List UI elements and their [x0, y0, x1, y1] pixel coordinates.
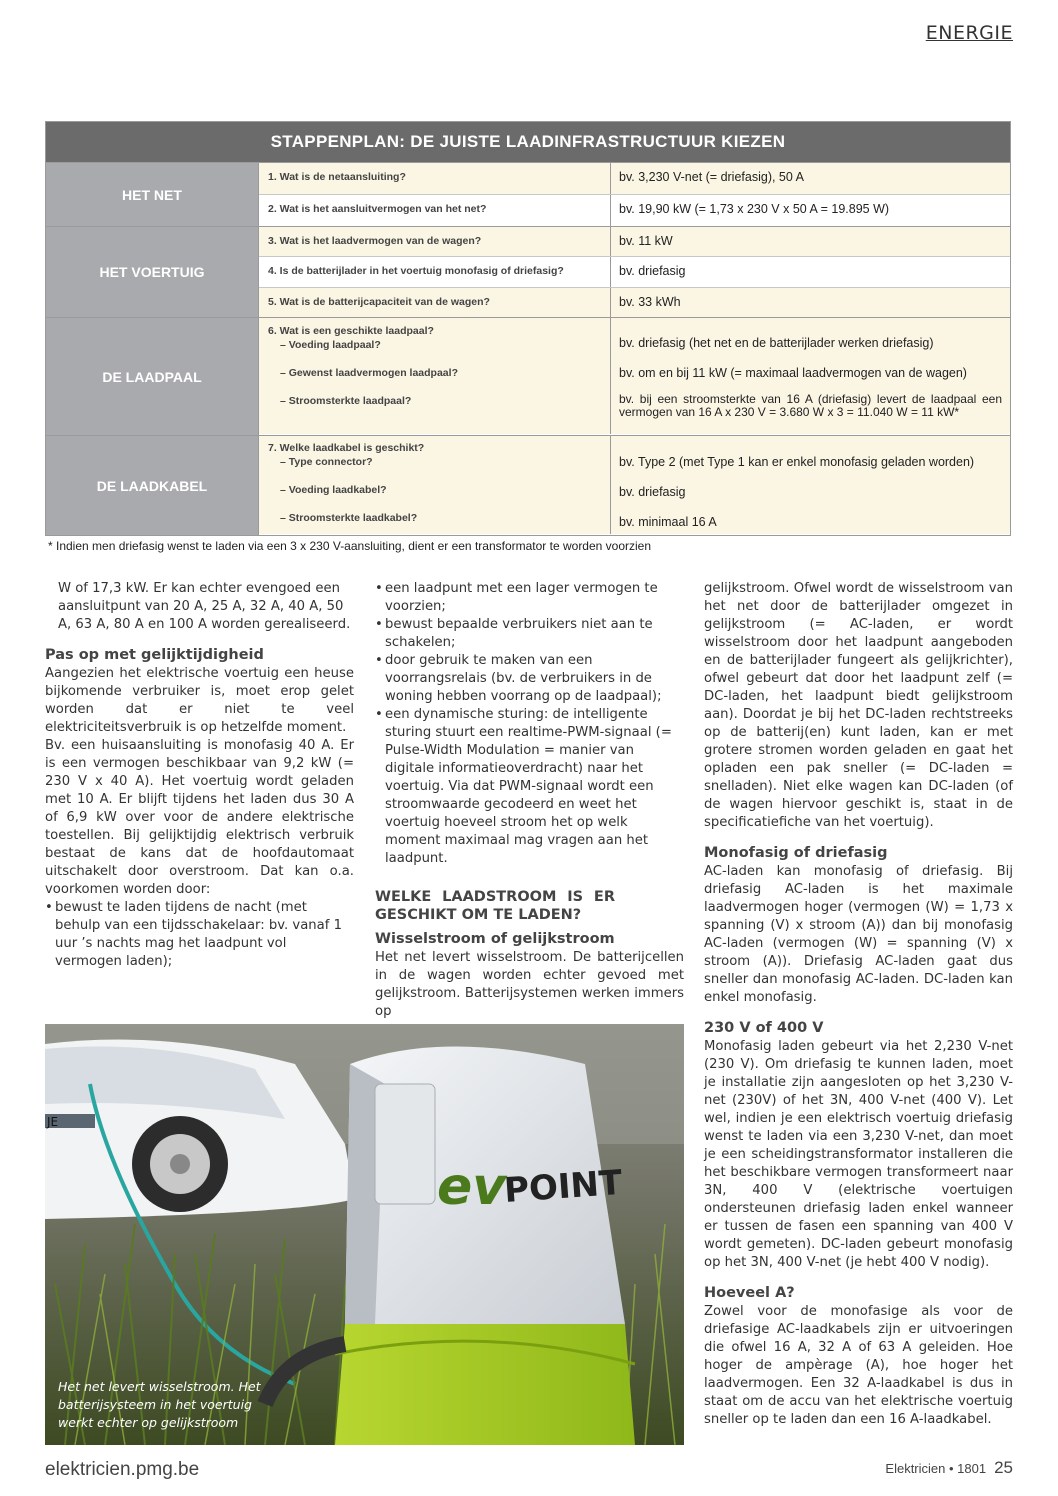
answer-line: bv. driefasig (het net en de batterijlader werken driefasig) — [619, 336, 934, 350]
bullet-icon: • — [375, 581, 383, 596]
answer-cell: bv. 33 kWh — [619, 294, 681, 309]
table-row — [259, 318, 1010, 434]
answer-line: bv. minimaal 16 A — [619, 515, 717, 529]
bullet-item — [375, 652, 684, 706]
answer-cell: bv. driefasig — [619, 264, 686, 278]
question-line: – Gewenst laadvermogen laadpaal? — [280, 367, 458, 379]
website-link[interactable]: elektricien.pmg.be — [45, 1459, 200, 1480]
question-cell: 5. Wat is de batterijcapaciteit van de wagen? — [259, 288, 611, 318]
paragraph: gelijkstroom. Ofwel wordt de wisselstroom van het net door de batterijlader omgezet in gelijkstroom (= AC-laden, er wordt wisselstroom door het laadpunt aangeboden en de batterijlader fungeert als gelijkrichter), ofwel gebeurt dat door het laadpunt zelf (= DC-laden, het laadpunt biedt gelijkstroom aan). Doordat je bij het DC-laden rechtstreeks op de batterij(en) kunt laden, kan er met grotere stromen worden geladen en gaat het opladen een pak sneller (= DC-laden = snelladen). Niet elke wagen kan DC-laden (of de wagen hiervoor geschikt is, staat in de specificatiefiche van het voertuig). — [704, 581, 1013, 830]
bullet-icon: • — [375, 707, 383, 722]
answer-line: bv. om en bij 11 kW (= maximaal laadvermogen van de wagen) — [619, 366, 967, 380]
bullet-text: een laadpunt met een lager vermogen te voorzien; — [385, 581, 658, 614]
bullet-icon: • — [45, 900, 53, 915]
table-row — [259, 436, 1010, 534]
question-line: – Stroomsterkte laadpaal? — [280, 395, 412, 407]
question-cell — [259, 318, 611, 434]
section-label: ENERGIE — [925, 22, 1013, 44]
bullet-text: bewust bepaalde verbruikers niet aan te schakelen; — [385, 617, 653, 650]
subheading: Hoeveel A? — [704, 1285, 795, 1301]
answer-cell — [611, 436, 1010, 534]
question-cell: 4. Is de batterijlader in het voertuig monofasig of driefasig? — [259, 257, 611, 287]
column-1 — [45, 580, 354, 971]
answer-cell: bv. 11 kW — [619, 234, 673, 248]
group-het-net — [46, 162, 1010, 226]
answer-line: bv. bij een stroomsterkte van 16 A (driefasig) levert de laadpaal een vermogen van 16 A x 230 V = 3.680 W x 3 = 11.040 W = 11 kW* — [619, 392, 1002, 419]
subheading: 230 V of 400 V — [704, 1020, 824, 1036]
question-cell: 1. Wat is de netaansluiting? — [259, 163, 611, 194]
photo-caption: Het net levert wisselstroom. Het batterijsysteem in het voertuig werkt echter op gelijkstroom — [58, 1379, 261, 1430]
paragraph: Monofasig laden gebeurt via het 2,230 V-net (230 V). Om driefasig te kunnen laden, moet je installatie zijn aangesloten op het 3,230 V-net (230V) of het 3N, 400 V-net (400 V). Let wel, indien je een elektrisch voertuig driefasig wenst te laden via een 3,230 V-net, dan moet je een scheidingstransformator installeren die het beschikbare vermogen transformeert naar 3N, 400 V (elektrische voertuigen ondersteunen driefasig laden enkel wanneer er tussen de fasen een spanning van 400 V wordt gemeten). DC-laden gebeurt monofasig op het 3N, 400 V-net (je hebt 400 V nodig). — [704, 1039, 1013, 1270]
group-label: DE LAADPAAL — [46, 318, 259, 435]
bullet-text: door gebruik te maken van een voorrangsrelais (bv. de verbruikers in de woning hebben voorrang op de laadpaal); — [385, 653, 662, 704]
question-cell: 2. Wat is het aansluitvermogen van het net? — [259, 195, 611, 226]
bullet-item — [375, 580, 684, 616]
answer-line: bv. driefasig — [619, 485, 686, 499]
table-row — [259, 194, 1010, 226]
question-line: – Stroomsterkte laadkabel? — [280, 512, 418, 524]
subheading: Monofasig of driefasig — [704, 845, 888, 861]
paragraph: Aangezien het elektrische voertuig een heuse bijkomende verbruiker is, moet erop gelet worden dat er niet te veel elektriciteitsverbruik is op hetzelfde moment. — [45, 666, 354, 735]
table-row — [259, 227, 1010, 256]
table-row — [259, 287, 1010, 318]
subheading: Wisselstroom of gelijkstroom — [375, 931, 615, 947]
group-label: HET NET — [46, 163, 259, 226]
paragraph: W of 17,3 kW. Er kan echter evengoed een aansluitpunt van 20 A, 25 A, 32 A, 40 A, 50 A, 63 A, 80 A en 100 A worden gerealiseerd. — [58, 581, 351, 632]
question-cell — [259, 436, 611, 534]
column-3 — [704, 580, 1013, 1429]
group-label: DE LAADKABEL — [46, 436, 259, 535]
table-title: STAPPENPLAN: DE JUISTE LAADINFRASTRUCTUUR KIEZEN — [46, 122, 1010, 162]
bullet-text: bewust te laden tijdens de nacht (met behulp van een tijdsschakelaar: bv. vanaf 1 uur ’s nachts mag het laadpunt vol vermogen laden); — [55, 900, 342, 969]
paragraph: Zowel voor de monofasige als voor de driefasige AC-laadkabels zijn er uitvoeringen die ofwel 16 A, 32 A of 63 A geleiden. Hoe hoger de ampèrage (A), hoe hoger het laadvermogen. Een 32 A-laadkabel is dus in staat om de accu van het elektrische voertuig sneller op te laden dan een 16 A-laadkabel. — [704, 1304, 1013, 1427]
bullet-item — [375, 706, 684, 868]
group-het-voertuig — [46, 226, 1010, 317]
bullet-icon: • — [375, 653, 383, 668]
table-footnote: * Indien men driefasig wenst te laden via een 3 x 230 V-aansluiting, dient er een transformator te worden voorzien — [48, 539, 652, 553]
question-line: – Voeding laadkabel? — [280, 484, 387, 496]
answer-cell: bv. 19,90 kW (= 1,73 x 230 V x 50 A = 19.895 W) — [619, 202, 890, 216]
question-line: 6. Wat is een geschikte laadpaal? — [268, 325, 434, 337]
table-row — [259, 256, 1010, 287]
car-badge-text: JE — [47, 1115, 59, 1129]
section-heading: WELKE LAADSTROOM IS ER GESCHIKT OM TE LADEN? — [375, 889, 615, 923]
paragraph: Het net levert wisselstroom. De batterijcellen in de wagen worden echter gevoed met gelijkstroom. Batterijsystemen werken immers op — [375, 950, 684, 1019]
question-cell: 3. Wat is het laadvermogen van de wagen? — [259, 227, 611, 256]
group-de-laadpaal — [46, 317, 1010, 435]
brand-point-text: POINT — [502, 1162, 624, 1211]
question-line: – Voeding laadpaal? — [280, 339, 381, 351]
paragraph: AC-laden kan monofasig of driefasig. Bij driefasig AC-laden is het maximale laadvermogen hoger (vermogen (W) = 1,73 x spanning (V) x stroom (A)) dan bij monofasig AC-laden (vermogen (W) = spanning (V) x stroom (A)). Driefasig AC-laden gaat dus sneller dan monofasig AC-laden. DC-laden kan enkel monofasig. — [704, 864, 1013, 1005]
stappenplan-table — [45, 121, 1011, 536]
bullet-item — [375, 616, 684, 652]
answer-cell — [611, 318, 1010, 434]
magazine-issue: Elektricien • 1801 — [885, 1461, 987, 1476]
page-footer — [885, 1458, 1013, 1478]
brand-ev-text: ev — [437, 1157, 507, 1217]
paragraph: Bv. een huisaansluiting is monofasig 40 A. Er is een vermogen beschikbaar van 9,2 kW (= 230 V x 40 A). Het voertuig wordt geladen met 10 A. Er blijft tijdens het laden dus 30 A of 6,9 kW over voor de andere elektrische toestellen. Bij gelijktijdig elektrisch verbruik bestaat de kans dat de hoofdautomaat uitschakelt door overstroom. Dat kan o.a. voorkomen worden door: — [45, 738, 354, 897]
group-label: HET VOERTUIG — [46, 227, 259, 317]
answer-cell: bv. 3,230 V-net (= driefasig), 50 A — [619, 170, 804, 184]
answer-line: bv. Type 2 (met Type 1 kan er enkel monofasig geladen worden) — [619, 455, 975, 469]
column-2 — [375, 580, 684, 1021]
bullet-item — [45, 899, 354, 971]
bullet-icon: • — [375, 617, 383, 632]
bullet-text: een dynamische sturing: de intelligente sturing stuurt een realtime-PWM-signaal (= Pulse-Width Modulation = manier van digitale informatieoverdracht) naar het voertuig. Via dat PWM-signaal wordt een stroomwaarde gecodeerd en weet het voertuig hoeveel stroom het op welk moment maximaal mag vragen aan het laadpunt. — [385, 707, 672, 866]
group-de-laadkabel — [46, 435, 1010, 535]
table-row — [259, 163, 1010, 194]
page-number: 25 — [994, 1458, 1013, 1477]
subheading: Pas op met gelijktijdigheid — [45, 647, 264, 663]
question-line: 7. Welke laadkabel is geschikt? — [268, 442, 425, 454]
question-line: – Type connector? — [280, 456, 373, 468]
